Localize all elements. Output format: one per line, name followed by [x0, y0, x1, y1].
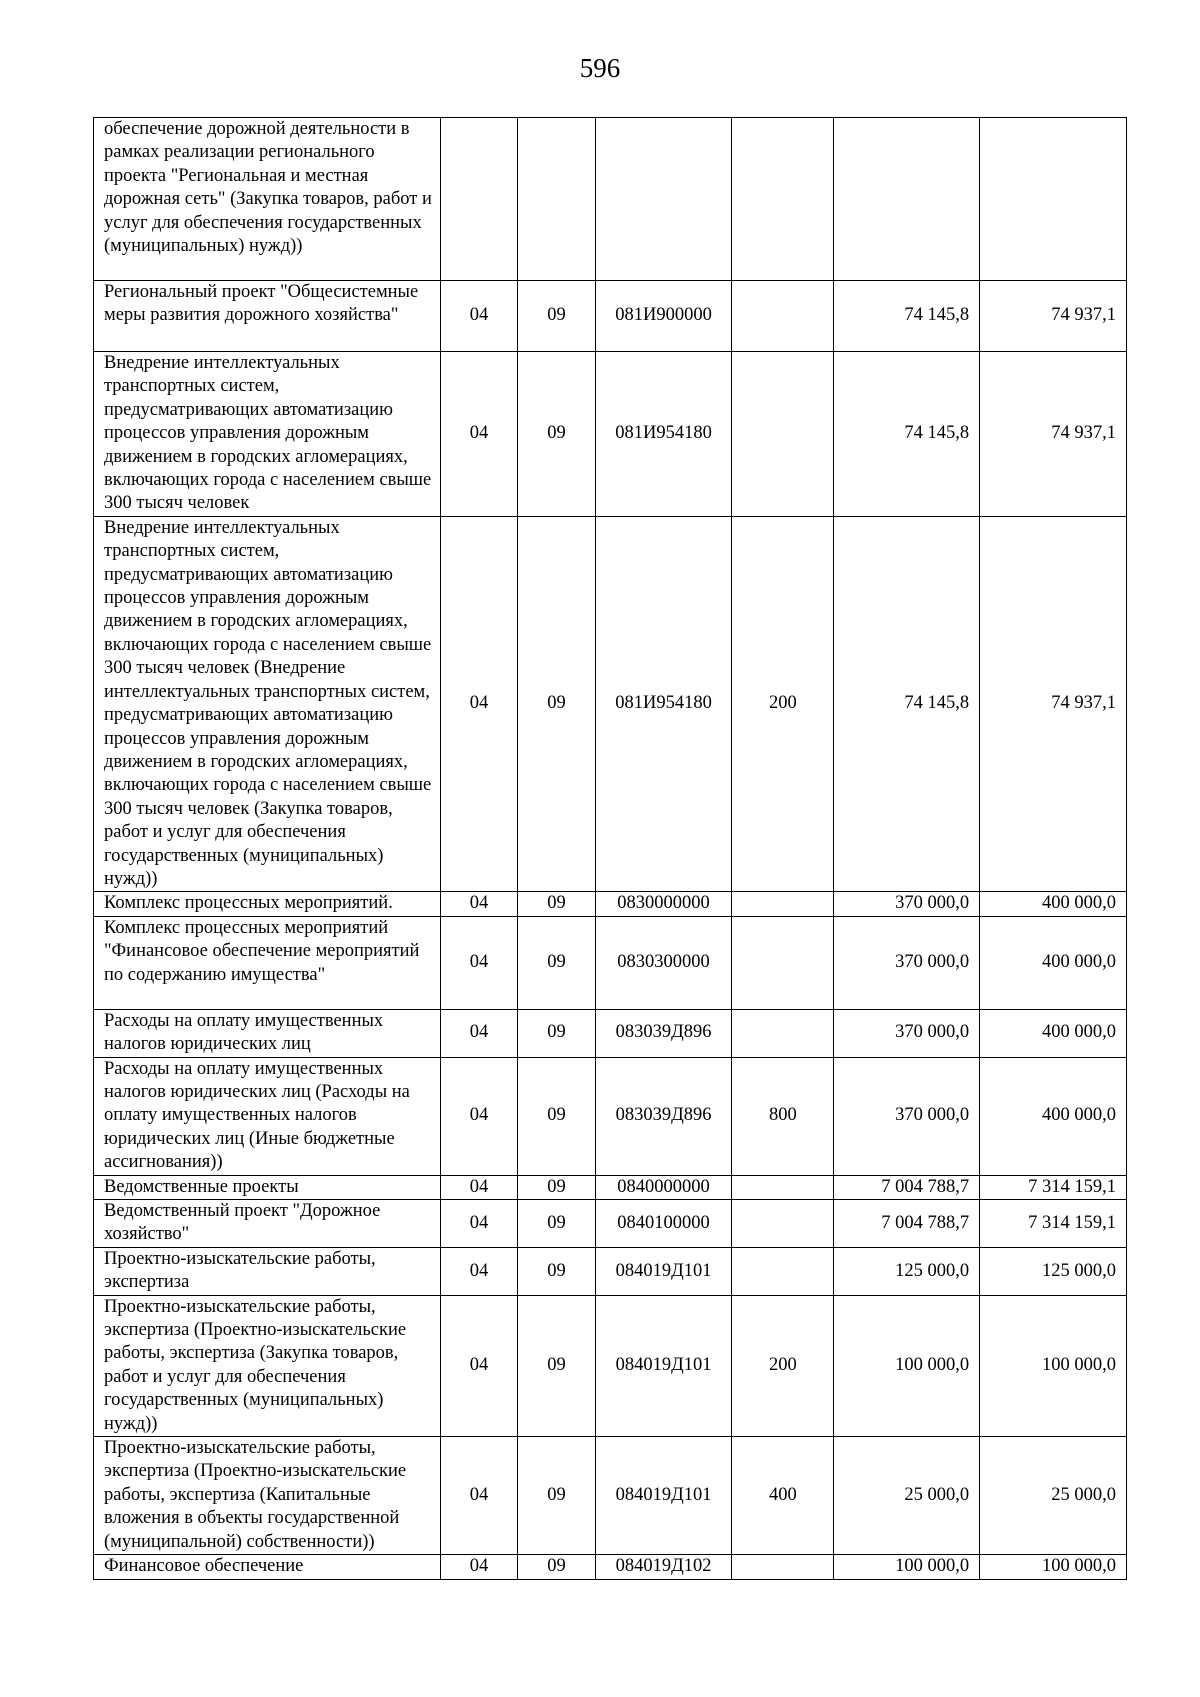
cell-expense-type: 200 — [732, 516, 834, 892]
cell-amount-year-2: 400 000,0 — [980, 892, 1127, 916]
cell-target-article: 081И900000 — [595, 281, 732, 352]
cell-expense-type: 200 — [732, 1295, 834, 1436]
cell-expense-type — [732, 1200, 834, 1248]
cell-amount-year-1: 370 000,0 — [834, 892, 980, 916]
cell-target-article: 084019Д102 — [595, 1555, 732, 1579]
cell-amount-year-2 — [980, 118, 1127, 281]
cell-target-article: 0840100000 — [595, 1200, 732, 1248]
cell-name: Комплекс процессных мероприятий "Финансовое обеспечение мероприятий по содержанию имущества" — [94, 916, 441, 1009]
cell-name: Проектно-изыскательские работы, экспертиза — [94, 1247, 441, 1295]
table-body — [94, 118, 1127, 1580]
cell-target-article: 0830000000 — [595, 892, 732, 916]
cell-amount-year-1: 25 000,0 — [834, 1437, 980, 1555]
cell-amount-year-2: 100 000,0 — [980, 1295, 1127, 1436]
budget-table — [93, 117, 1127, 1580]
cell-subsection: 09 — [518, 516, 596, 892]
cell-subsection: 09 — [518, 892, 596, 916]
cell-section: 04 — [440, 1555, 518, 1579]
cell-section: 04 — [440, 916, 518, 1009]
cell-expense-type — [732, 892, 834, 916]
cell-amount-year-2: 400 000,0 — [980, 1009, 1127, 1057]
cell-expense-type: 400 — [732, 1437, 834, 1555]
cell-amount-year-1: 74 145,8 — [834, 352, 980, 517]
cell-section: 04 — [440, 892, 518, 916]
cell-name: Проектно-изыскательские работы, экспертиза (Проектно-изыскательские работы, экспертиза (Капитальные вложения в объекты государственной (муниципальной) собственности)) — [94, 1437, 441, 1555]
table-row — [94, 892, 1127, 916]
cell-amount-year-1: 7 004 788,7 — [834, 1200, 980, 1248]
cell-target-article: 0830300000 — [595, 916, 732, 1009]
cell-section: 04 — [440, 1175, 518, 1199]
cell-target-article: 084019Д101 — [595, 1437, 732, 1555]
cell-section: 04 — [440, 1009, 518, 1057]
cell-amount-year-2: 74 937,1 — [980, 281, 1127, 352]
page-number: 596 — [579, 53, 621, 83]
cell-expense-type — [732, 1009, 834, 1057]
cell-target-article: 083039Д896 — [595, 1057, 732, 1175]
table-row — [94, 1555, 1127, 1579]
table-row — [94, 516, 1127, 892]
cell-amount-year-1: 370 000,0 — [834, 1009, 980, 1057]
cell-subsection: 09 — [518, 1009, 596, 1057]
cell-expense-type: 800 — [732, 1057, 834, 1175]
cell-target-article: 084019Д101 — [595, 1247, 732, 1295]
cell-amount-year-2: 74 937,1 — [980, 352, 1127, 517]
table-row — [94, 1200, 1127, 1248]
cell-amount-year-1: 370 000,0 — [834, 1057, 980, 1175]
table-row — [94, 916, 1127, 1009]
cell-subsection: 09 — [518, 281, 596, 352]
cell-expense-type — [732, 281, 834, 352]
cell-expense-type — [732, 1175, 834, 1199]
cell-name: Ведомственные проекты — [94, 1175, 441, 1199]
cell-amount-year-1: 100 000,0 — [834, 1555, 980, 1579]
cell-name: Финансовое обеспечение — [94, 1555, 441, 1579]
cell-name: Расходы на оплату имущественных налогов юридических лиц — [94, 1009, 441, 1057]
cell-expense-type — [732, 118, 834, 281]
cell-amount-year-1: 370 000,0 — [834, 916, 980, 1009]
cell-name: Региональный проект "Общесистемные меры развития дорожного хозяйства" — [94, 281, 441, 352]
cell-section: 04 — [440, 1247, 518, 1295]
cell-name: Ведомственный проект "Дорожное хозяйство" — [94, 1200, 441, 1248]
cell-subsection: 09 — [518, 1437, 596, 1555]
cell-name: Внедрение интеллектуальных транспортных систем, предусматривающих автоматизацию процессов управления дорожным движением в городских агломерациях, включающих города с населением свыше 300 тысяч человек — [94, 352, 441, 517]
cell-name: Проектно-изыскательские работы, экспертиза (Проектно-изыскательские работы, экспертиза (Закупка товаров, работ и услуг для обеспечения государственных (муниципальных) нужд)) — [94, 1295, 441, 1436]
cell-expense-type — [732, 916, 834, 1009]
cell-target-article: 083039Д896 — [595, 1009, 732, 1057]
cell-amount-year-1: 7 004 788,7 — [834, 1175, 980, 1199]
table-row — [94, 281, 1127, 352]
cell-amount-year-1: 100 000,0 — [834, 1295, 980, 1436]
cell-amount-year-1: 74 145,8 — [834, 281, 980, 352]
table-row — [94, 1057, 1127, 1175]
cell-expense-type — [732, 1247, 834, 1295]
cell-amount-year-2: 25 000,0 — [980, 1437, 1127, 1555]
cell-section: 04 — [440, 1057, 518, 1175]
cell-subsection: 09 — [518, 1200, 596, 1248]
table-row — [94, 1437, 1127, 1555]
cell-subsection: 09 — [518, 1555, 596, 1579]
table-row — [94, 352, 1127, 517]
cell-amount-year-2: 400 000,0 — [980, 1057, 1127, 1175]
cell-amount-year-2: 100 000,0 — [980, 1555, 1127, 1579]
cell-amount-year-2: 7 314 159,1 — [980, 1175, 1127, 1199]
cell-amount-year-2: 400 000,0 — [980, 916, 1127, 1009]
cell-section: 04 — [440, 1295, 518, 1436]
cell-section: 04 — [440, 1200, 518, 1248]
cell-amount-year-1 — [834, 118, 980, 281]
table-row — [94, 1247, 1127, 1295]
cell-subsection — [518, 118, 596, 281]
cell-target-article — [595, 118, 732, 281]
table-row — [94, 1009, 1127, 1057]
cell-subsection: 09 — [518, 916, 596, 1009]
cell-section: 04 — [440, 1437, 518, 1555]
table-row — [94, 1295, 1127, 1436]
cell-name: Внедрение интеллектуальных транспортных систем, предусматривающих автоматизацию процессов управления дорожным движением в городских агломерациях, включающих города с населением свыше 300 тысяч человек (Внедрение интеллектуальных транспортных систем, предусматривающих автоматизацию процессов управления дорожным движением в городских агломерациях, включающих города с населением свыше 300 тысяч человек (Закупка товаров, работ и услуг для обеспечения государственных (муниципальных) нужд)) — [94, 516, 441, 892]
cell-expense-type — [732, 352, 834, 517]
cell-target-article: 0840000000 — [595, 1175, 732, 1199]
cell-section: 04 — [440, 516, 518, 892]
cell-amount-year-1: 74 145,8 — [834, 516, 980, 892]
cell-subsection: 09 — [518, 1247, 596, 1295]
cell-section: 04 — [440, 352, 518, 517]
cell-name: Расходы на оплату имущественных налогов юридических лиц (Расходы на оплату имущественных налогов юридических лиц (Иные бюджетные ассигнования)) — [94, 1057, 441, 1175]
cell-name: Комплекс процессных мероприятий. — [94, 892, 441, 916]
cell-amount-year-2: 125 000,0 — [980, 1247, 1127, 1295]
cell-amount-year-1: 125 000,0 — [834, 1247, 980, 1295]
cell-target-article: 084019Д101 — [595, 1295, 732, 1436]
table-row — [94, 118, 1127, 281]
cell-target-article: 081И954180 — [595, 516, 732, 892]
cell-section: 04 — [440, 281, 518, 352]
cell-amount-year-2: 7 314 159,1 — [980, 1200, 1127, 1248]
table-row — [94, 1175, 1127, 1199]
cell-section — [440, 118, 518, 281]
cell-subsection: 09 — [518, 1295, 596, 1436]
cell-subsection: 09 — [518, 352, 596, 517]
cell-subsection: 09 — [518, 1057, 596, 1175]
cell-amount-year-2: 74 937,1 — [980, 516, 1127, 892]
cell-target-article: 081И954180 — [595, 352, 732, 517]
cell-expense-type — [732, 1555, 834, 1579]
cell-subsection: 09 — [518, 1175, 596, 1199]
cell-name: обеспечение дорожной деятельности в рамках реализации регионального проекта "Региональная и местная дорожная сеть" (Закупка товаров, работ и услуг для обеспечения государственных (муниципальных) нужд)) — [94, 118, 441, 281]
